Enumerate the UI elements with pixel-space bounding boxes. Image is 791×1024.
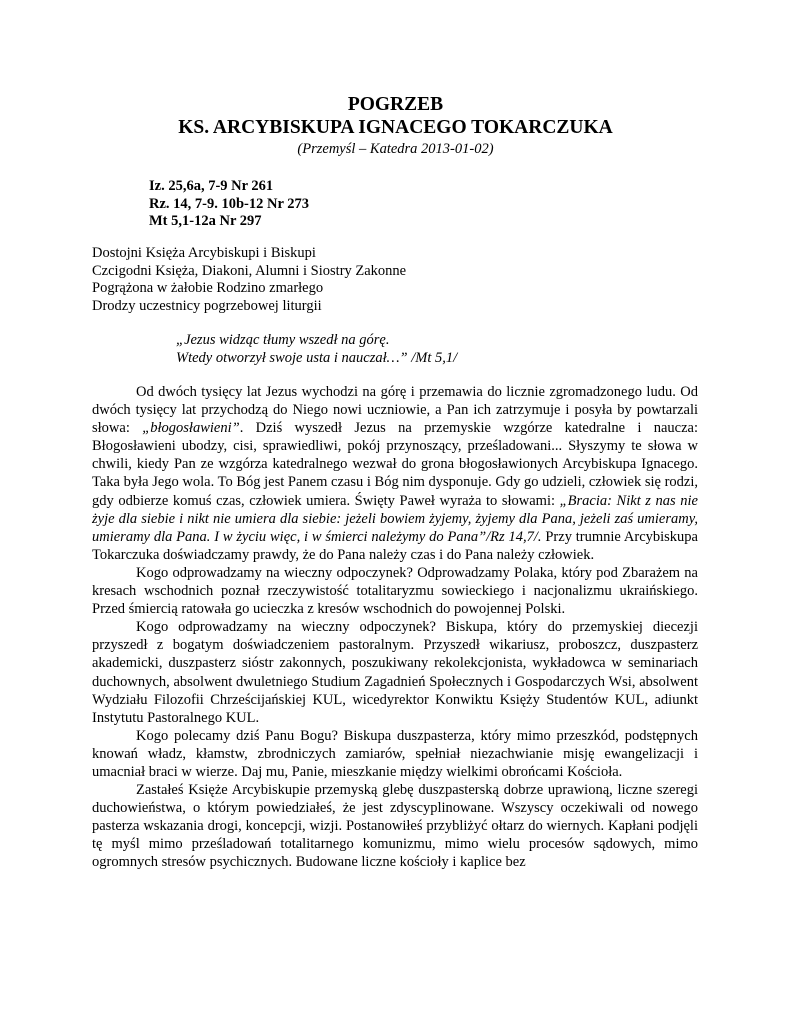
paragraph-text: Od dwóch tysięcy lat Jezus wychodzi na górę i przemawia do licznie zgromadzonego ludu. Od dwóch tysięcy lat przychodzą do Niego nowi uczniowie, a Pan ich zatrzymuje i posyła by powtarzali słowa:: [92, 384, 698, 437]
reading-item: Mt 5,1-12a Nr 297: [149, 213, 262, 229]
salutation-line: Czcigodni Księża, Diakoni, Alumni i Siostry Zakonne: [92, 262, 407, 279]
salutation-line: Pogrążona w żałobie Rodzino zmarłego: [92, 280, 324, 297]
paragraph-text: . Dziś wyszedł Jezus na przemyskie wzgórze katedralne i naucza: Błogosławieni ubodzy, cisi, sprawiedliwi, pokój przynoszący, prześladowani... Słyszymy te słowa w chwili, kiedy Pan ze wzgórza katedralnego wezwał do grona błogosławionych Arcybiskupa Ignacego. Taka była Jego wola. To Bóg jest Panem czasu i Bóg nim dysponuje. Gdy go udzieli, człowiek się rodzi, gdy odbierze komuś czas, człowiek umiera. Święty Paweł wyraża to słowami:: [92, 420, 699, 509]
scripture-quote: „Bracia: Nikt z nas nie żyje dla siebie i nikt nie umiera dla siebie: jeżeli bowiem żyjemy, żyjemy dla Pana, jeżeli zaś umieramy, umieramy dla Pana. I w życiu więc, i w śmierci należymy do Pana”/Rz 14,7/.: [92, 492, 698, 545]
homily-body: [92, 383, 698, 872]
paragraph: Kogo odprowadzamy na wieczny odpoczynek? Odprowadzamy Polaka, który pod Zbarażem na kresach wschodnich poznał rzeczywistość totalitaryzmu sowieckiego i nacjonalizmu ukraińskiego. Przed śmiercią ratowała go ucieczka z kresów wschodnich do powojennej Polski.: [92, 564, 698, 618]
salutation-line: Dostojni Księża Arcybiskupi i Biskupi: [92, 245, 316, 261]
paragraph: [92, 383, 698, 564]
epigraph-line: „Jezus widząc tłumy wszedł na górę.: [176, 332, 390, 348]
paragraph-text: Przy trumnie Arcybiskupa Tokarczuka doświadczamy prawdy, że do Pana należy czas i do Pana należy człowiek.: [92, 528, 698, 563]
paragraph: Zastałeś Księże Arcybiskupie przemyską glebę duszpasterską dobrze uprawioną, liczne szeregi duchowieństwa, o którym powiedziałeś, że jest zdyscyplinowane. Wszyscy oczekiwali od nowego pasterza wskazania drogi, koncepcji, wizji. Postanowiłeś przybliżyć ołtarz do wiernych. Kapłani podjęli tę myśl mimo prześladowań totalitarnego komunizmu, mimo wielu procesów sądowych, mimo ogromnych stresów psychicznych. Budowane liczne kościoły i kaplice bez: [92, 782, 698, 871]
reading-item: Iz. 25,6a, 7-9 Nr 261: [149, 178, 274, 194]
salutation: [92, 245, 406, 315]
quoted-word: „błogosławieni”: [142, 420, 240, 437]
document-subtitle: (Przemyśl – Katedra 2013-01-02): [297, 141, 494, 157]
epigraph-line: Wtedy otworzył swoje usta i nauczał…” /Mt 5,1/: [176, 349, 458, 366]
scripture-readings: [149, 178, 309, 231]
epigraph-quote: [176, 332, 457, 367]
reading-item: Rz. 14, 7-9. 10b-12 Nr 273: [149, 195, 310, 212]
paragraph: Kogo polecamy dziś Panu Bogu? Biskupa duszpasterza, który mimo przeszkód, podstępnych knowań władz, kłamstw, zbrodniczych zamiarów, spełniał niezachwianie misję ewangelizacji i umacniał braci w wierze. Daj mu, Panie, mieszkanie między wielkimi obrońcami Kościoła.: [92, 727, 698, 780]
document-title-subject: KS. ARCYBISKUPA IGNACEGO TOKARCZUKA: [178, 117, 613, 138]
paragraph: Kogo odprowadzamy na wieczny odpoczynek? Biskupa, który do przemyskiej diecezji przyszedł z bogatym doświadczeniem pastoralnym. Przyszedł wikariusz, proboszcz, duszpasterz akademicki, duszpasterz sióstr zakonnych, poszukiwany rekolekcjonista, wykładowca w seminariach duchownych, absolwent dwuletniego Studium Zagadnień Społecznych i Gospodarczych Wsi, absolwent Wydziału Filozofii Chrześcijańskiej KUL, wicedyrektor Konwiktu Księży Studentów KUL, adiunkt Instytutu Pastoralnego KUL.: [92, 619, 698, 726]
salutation-line: Drodzy uczestnicy pogrzebowej liturgii: [92, 297, 322, 314]
document-title: POGRZEB: [347, 94, 444, 115]
